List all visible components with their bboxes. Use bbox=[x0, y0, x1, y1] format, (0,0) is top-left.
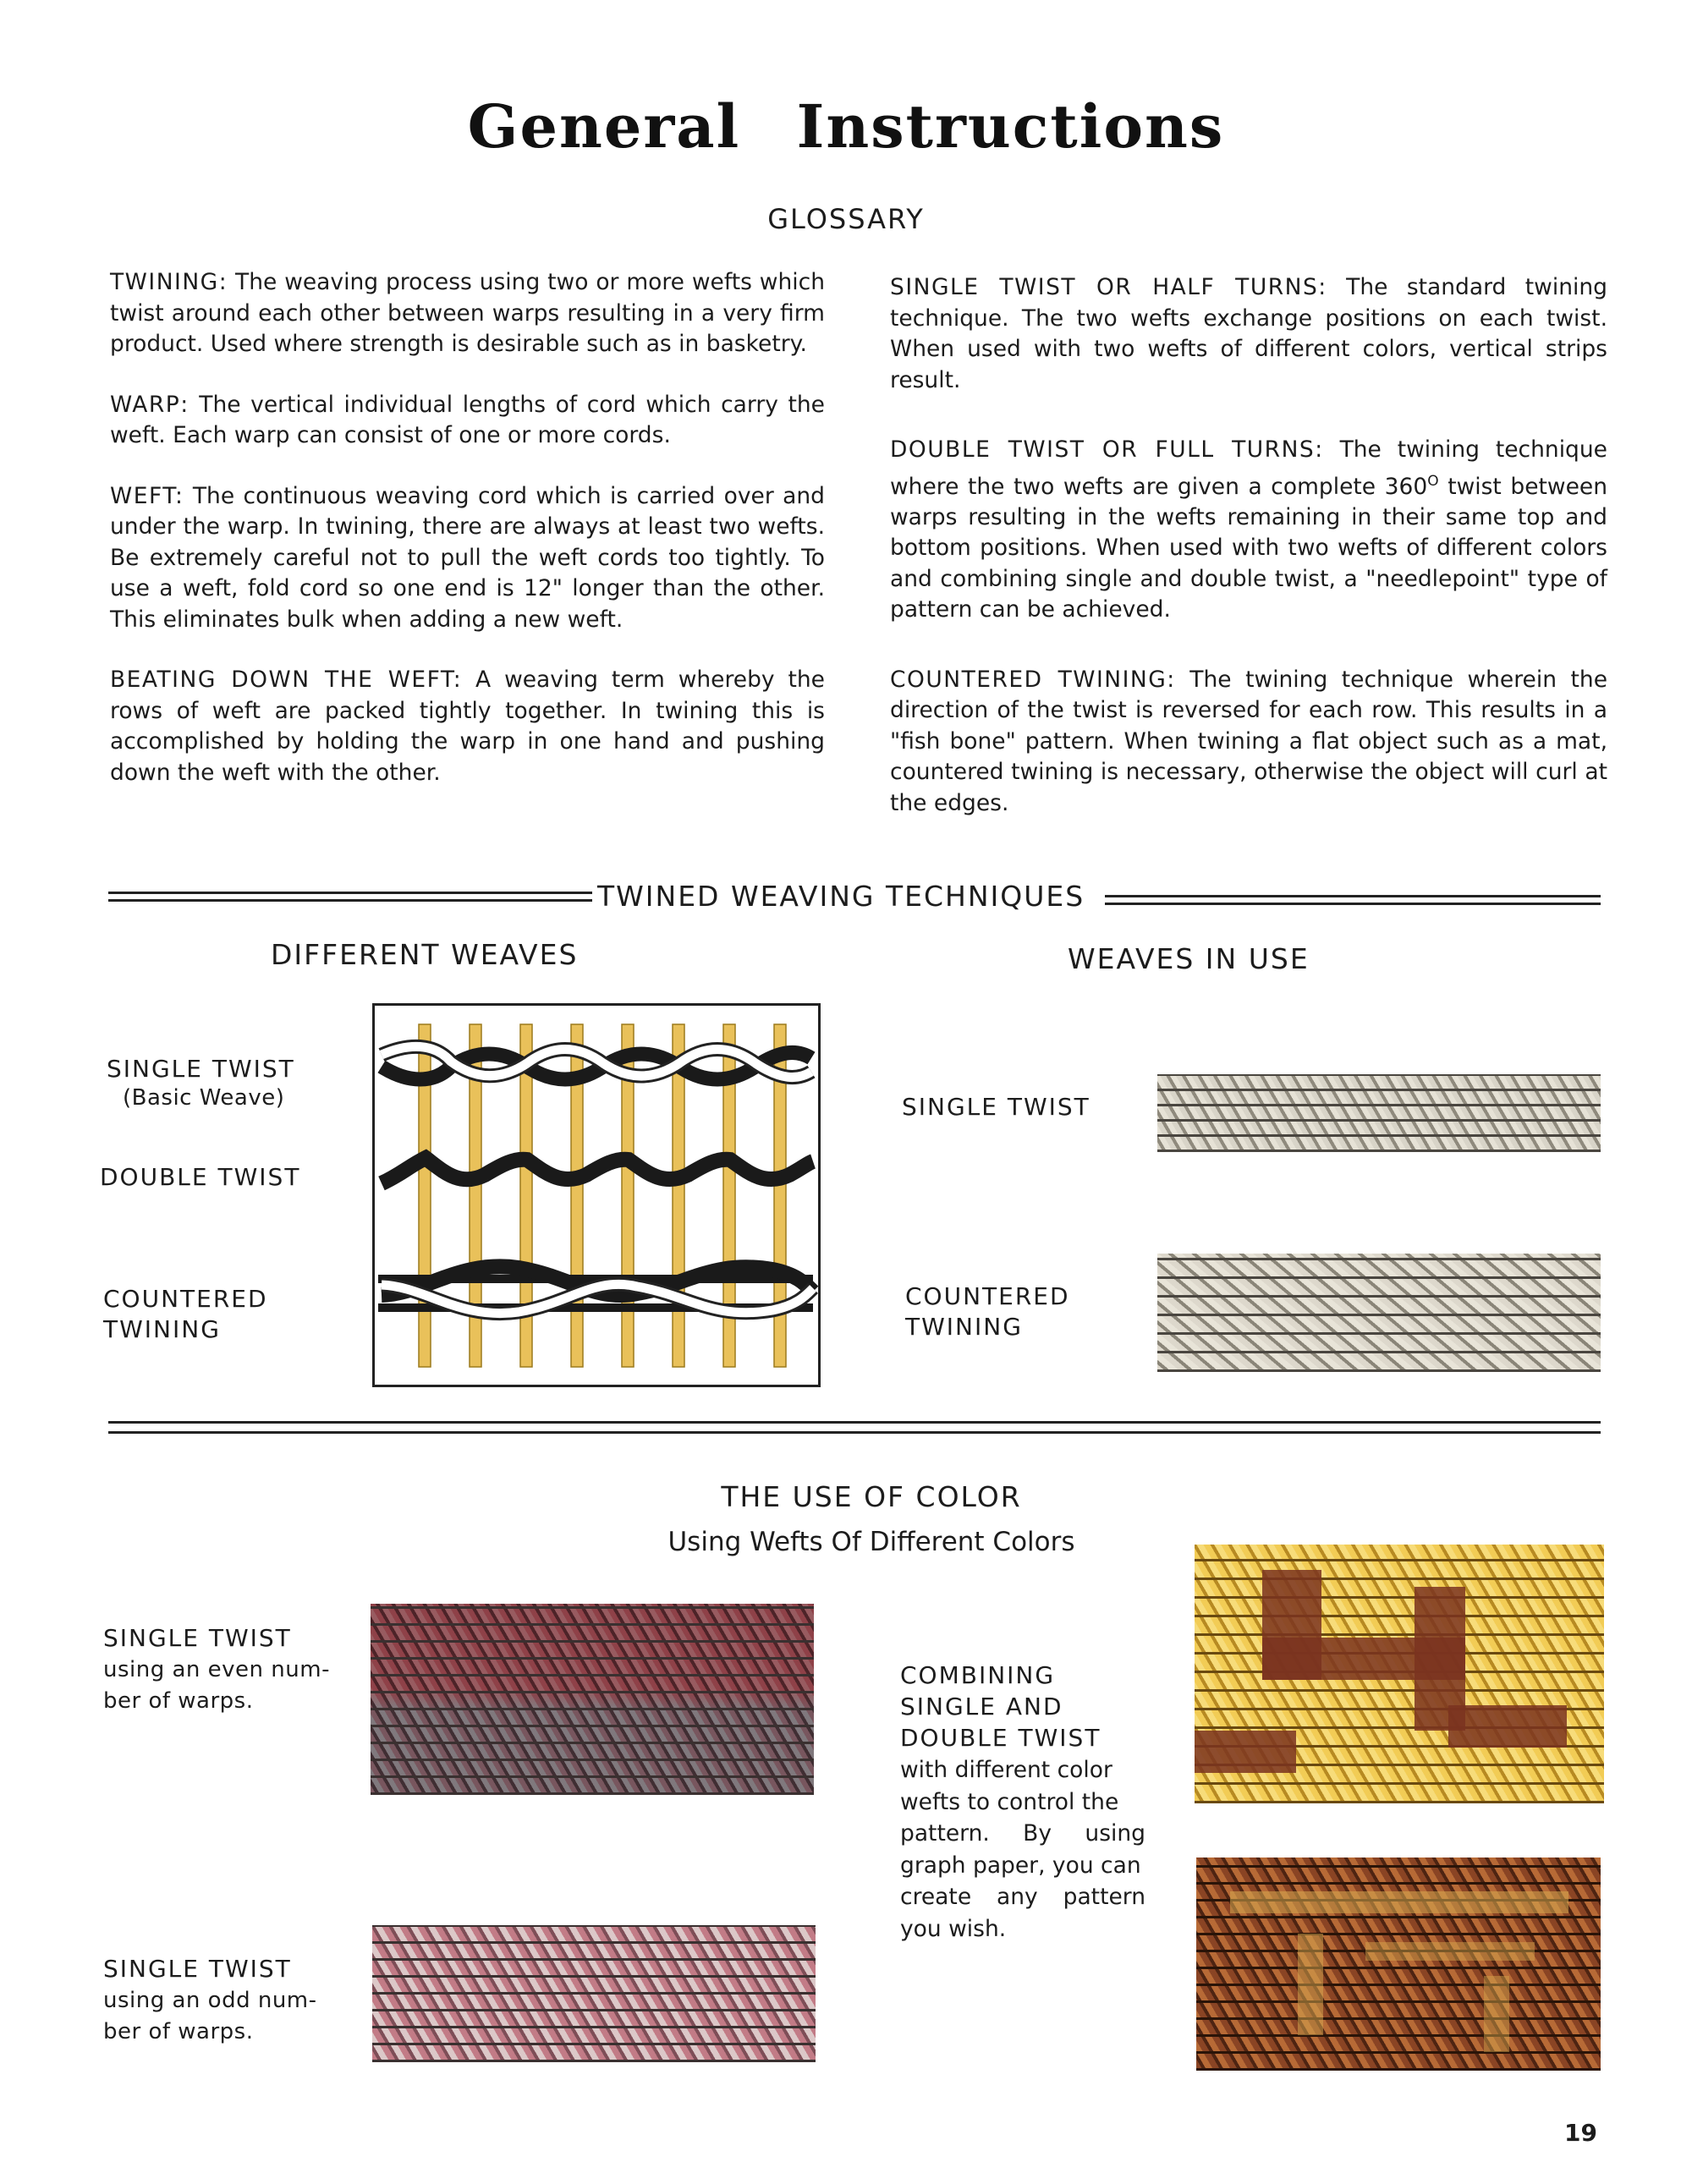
section-rule-right-2 bbox=[1105, 903, 1601, 905]
odd-line-1: using an odd num- bbox=[103, 1988, 317, 2013]
label-countered-twining: TWINING bbox=[103, 1315, 221, 1343]
even-line-2: ber of warps. bbox=[103, 1688, 254, 1714]
section-rule-left-1 bbox=[108, 892, 592, 894]
label-double-twist: DOUBLE TWIST bbox=[100, 1163, 301, 1191]
even-label: SINGLE TWIST bbox=[103, 1624, 292, 1652]
weave-diagram-svg bbox=[375, 1006, 818, 1385]
color-heading: THE USE OF COLOR bbox=[721, 1480, 1022, 1513]
label-countered: COUNTERED bbox=[103, 1285, 268, 1313]
label-single-twist: SINGLE TWIST bbox=[107, 1055, 295, 1083]
page-title: General Instructions bbox=[467, 91, 1225, 162]
glossary-term: WARP: bbox=[110, 391, 190, 418]
glossary-term: BEATING DOWN THE WEFT: bbox=[110, 667, 463, 693]
glossary-entry-double-twist bbox=[890, 435, 1607, 626]
degree-superscript: O bbox=[1427, 472, 1439, 490]
glossary-term: WEFT: bbox=[110, 482, 184, 509]
even-line-1: using an even num- bbox=[103, 1657, 330, 1682]
combining-body-line: you wish. bbox=[900, 1915, 1007, 1942]
color-subheading: Using Wefts Of Different Colors bbox=[667, 1527, 1075, 1557]
use-label-single-twist: SINGLE TWIST bbox=[902, 1093, 1090, 1121]
page-number: 19 bbox=[1564, 2119, 1597, 2147]
glossary-definition: The weaving process using two or more wefts which twist around each other between warps resulting in a very firm product. Used where strength is desirable such as in basketry. bbox=[110, 269, 825, 357]
section-rule-right-1 bbox=[1105, 895, 1601, 897]
glossary-term: SINGLE TWIST OR HALF TURNS: bbox=[890, 274, 1327, 300]
glossary-definition: The standard twining technique. The two wefts exchange positions on each twist. When used with two wefts of different colors, vertical strips result. bbox=[890, 274, 1607, 393]
glossary-right-column bbox=[890, 272, 1607, 848]
combining-body-line: wefts to control the bbox=[900, 1788, 1119, 1815]
divider-rule-1 bbox=[108, 1421, 1601, 1424]
odd-line-2: ber of warps. bbox=[103, 2019, 254, 2044]
single-twist-row bbox=[382, 1046, 811, 1079]
glossary-entry-weft bbox=[110, 481, 825, 636]
glossary-term: COUNTERED TWINING: bbox=[890, 666, 1176, 693]
combining-line-3: DOUBLE TWIST bbox=[900, 1724, 1101, 1752]
combining-body-line: pattern. By using bbox=[900, 1820, 1145, 1847]
section-rule-left-2 bbox=[108, 899, 592, 902]
combining-body-line: graph paper, you can bbox=[900, 1852, 1141, 1879]
pattern-motif bbox=[1298, 1934, 1323, 2035]
combining-body bbox=[900, 1754, 1145, 1945]
even-warps-sample bbox=[371, 1604, 814, 1795]
countered-twining-row bbox=[378, 1266, 813, 1313]
glossary-definition: The vertical individual lengths of cord which carry the weft. Each warp can consist of one or more cords. bbox=[110, 391, 825, 448]
glossary-definition: The twining technique where the two wefts are given a complete 360 bbox=[890, 436, 1607, 500]
glossary-left-column bbox=[110, 267, 825, 818]
glossary-definition: A weaving term whereby the rows of weft are packed tightly together. In twining this is accomplished by holding the warp in one hand and pushing down the weft with the other. bbox=[110, 667, 825, 786]
combining-line-1: COMBINING bbox=[900, 1661, 1056, 1689]
countered-twining-sample bbox=[1157, 1254, 1601, 1372]
weave-diagram bbox=[372, 1003, 821, 1387]
glossary-heading: GLOSSARY bbox=[767, 203, 925, 235]
glossary-term: DOUBLE TWIST OR FULL TURNS: bbox=[890, 436, 1324, 463]
combining-line-2: SINGLE AND bbox=[900, 1693, 1063, 1720]
glossary-entry-beating bbox=[110, 665, 825, 788]
techniques-heading: TWINED WEAVING TECHNIQUES bbox=[592, 880, 1090, 913]
glossary-term: TWINING: bbox=[110, 269, 228, 295]
double-twist-weft bbox=[382, 1158, 813, 1183]
pattern-motif bbox=[1195, 1731, 1296, 1773]
combined-brown-pattern-sample bbox=[1196, 1857, 1601, 2071]
weaves-in-use-heading: WEAVES IN USE bbox=[1068, 942, 1310, 975]
use-label-countered: COUNTERED bbox=[905, 1282, 1070, 1310]
combining-body-line: with different color bbox=[900, 1757, 1112, 1783]
glossary-definition-cont: twist between warps resulting in the wefts remaining in their same top and bottom positions. When used with two wefts of different colors and combining single and double twist, a "needlepoint" type of pattern can be achieved. bbox=[890, 473, 1607, 623]
glossary-definition: The continuous weaving cord which is carried over and under the warp. In twining, there are always at least two wefts. Be extremely careful not to pull the weft cords too tightly. To use a weft, fold cord so one end is 12" longer than the other. This eliminates bulk when adding a new weft. bbox=[110, 482, 825, 633]
glossary-entry-warp bbox=[110, 390, 825, 452]
divider-rule-2 bbox=[108, 1431, 1601, 1434]
use-label-countered-twining: TWINING bbox=[905, 1313, 1023, 1341]
pattern-motif bbox=[1484, 1976, 1509, 2052]
glossary-definition: The twining technique wherein the direction of the twist is reversed for each row. This results in a "fish bone" pattern. When twining a flat object such as a mat, countered twining is necessary, otherwise the object will curl at the edges. bbox=[890, 666, 1607, 816]
odd-warps-sample bbox=[372, 1925, 816, 2062]
glossary-entry-countered bbox=[890, 665, 1607, 820]
odd-label: SINGLE TWIST bbox=[103, 1955, 292, 1983]
single-twist-sample bbox=[1157, 1074, 1601, 1152]
combining-body-line: create any pattern bbox=[900, 1884, 1145, 1910]
pattern-motif bbox=[1230, 1891, 1568, 1913]
combined-gold-pattern-sample bbox=[1195, 1545, 1604, 1803]
double-twist-row bbox=[382, 1158, 813, 1183]
glossary-entry-twining bbox=[110, 267, 825, 360]
pattern-motif bbox=[1448, 1705, 1567, 1748]
pattern-motif bbox=[1365, 1942, 1535, 1961]
label-basic-weave: (Basic Weave) bbox=[123, 1085, 285, 1111]
different-weaves-heading: DIFFERENT WEAVES bbox=[271, 938, 579, 971]
glossary-entry-single-twist bbox=[890, 272, 1607, 396]
